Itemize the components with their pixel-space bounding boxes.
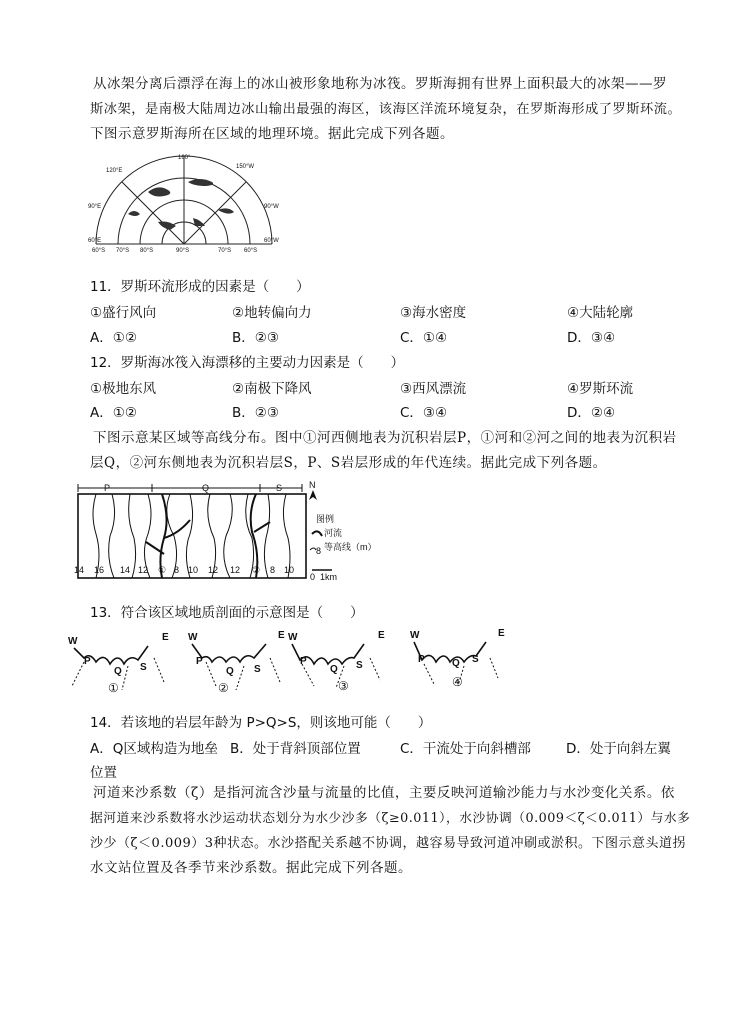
map-label: 90°W: [264, 204, 279, 210]
legend-river-icon: [312, 531, 322, 536]
question-12-stem: 12．罗斯海冰筏入海漂移的主要动力因素是（ ）: [90, 355, 405, 371]
map-label: 60°S: [244, 248, 258, 254]
passage-2-line-2: 层Q，②河东侧地表为沉积岩层S，P、S岩层形成的年代连续。据此完成下列各题。: [90, 455, 607, 471]
map-label: 80°S: [140, 248, 154, 254]
profile-label-w: W: [288, 632, 298, 643]
statement-item: ①极地东风: [90, 381, 157, 397]
map-label: 120°E: [106, 168, 123, 174]
north-label: N: [309, 480, 316, 490]
answer-choice[interactable]: D．③④: [567, 330, 616, 346]
profile-label-q: Q: [452, 658, 460, 669]
profile-label-q: Q: [114, 666, 122, 677]
statement-item: ④大陆轮廓: [567, 305, 634, 321]
profile-label-s: S: [140, 662, 147, 673]
question-14-stem: 14．若该地的岩层年龄为 P>Q>S，则该地可能（ ）: [90, 715, 432, 731]
profile-number: ④: [452, 675, 463, 689]
profile-label-p: P: [300, 656, 307, 667]
map-label: 60°S: [92, 248, 106, 254]
contour-value: 10: [284, 565, 295, 575]
profile-number: ③: [338, 679, 349, 693]
statement-item: ③西风漂流: [400, 381, 467, 397]
profile-label-e: E: [278, 630, 285, 641]
contour-value: 14: [74, 565, 85, 575]
statement-item: ②地转偏向力: [232, 305, 312, 321]
profile-number: ①: [108, 681, 119, 695]
geologic-profiles: [66, 628, 506, 708]
profile-number: ②: [218, 681, 229, 695]
question-11-stem: 11．罗斯环流形成的因素是（ ）: [90, 279, 310, 295]
legend-contour-label: 等高线（m）: [324, 542, 377, 552]
contour-value: 12: [230, 565, 241, 575]
passage-1-line-3: 下图示意罗斯海所在区域的地理环境。据此完成下列各题。: [90, 126, 454, 142]
contour-value: 10: [188, 565, 199, 575]
passage-3-line-2: 据河道来沙系数将水沙运动状态划分为水少沙多（ζ≥0.011），水沙协调（0.009＜ζ＜0.011）与水多: [90, 811, 691, 826]
statement-item: ②南极下降风: [232, 381, 312, 397]
passage-1-line-2: 斯冰架，是南极大陆周边冰山输出最强的海区，该海区洋流环境复杂，在罗斯海形成了罗斯环流。: [90, 102, 682, 117]
profile-label-q: Q: [330, 664, 338, 675]
answer-choice[interactable]: A．①②: [90, 405, 137, 421]
answer-choice[interactable]: B．处于背斜顶部位置: [230, 741, 361, 757]
passage-3-line-1: 河道来沙系数（ζ）是指河流含沙量与流量的比值，主要反映河道输沙能力与水沙变化关系。依: [93, 785, 675, 801]
ross-sea-map: [88, 152, 278, 254]
profile-label-e: E: [378, 630, 385, 641]
answer-choice[interactable]: A．Q区域构造为地垒: [90, 741, 218, 757]
answer-choice[interactable]: D．②④: [567, 405, 616, 421]
scale-label: 1km: [320, 572, 338, 582]
scale-zero: 0: [310, 572, 316, 582]
contour-map: [70, 478, 377, 588]
passage-3-line-4: 水文站位置及各季节来沙系数。据此完成下列各题。: [90, 860, 412, 876]
profile-label-s: S: [254, 664, 261, 675]
contour-value: 8: [174, 565, 180, 575]
question-14-choice-d-continued: 位置: [90, 765, 117, 781]
question-12-choices: [90, 401, 690, 421]
profile-label-s: S: [356, 660, 363, 671]
passage-3: [90, 781, 691, 881]
profile-label-p: P: [196, 656, 203, 667]
north-arrow-icon: [309, 490, 317, 500]
question-12-statements: [90, 377, 690, 397]
passage-3-line-3: 沙少（ζ＜0.009）3种状态。水沙搭配关系越不协调，越容易导致河道冲刷或淤积。下图示意头道拐: [90, 836, 687, 851]
contour-value: 8: [270, 565, 276, 575]
zone-label-p: P: [104, 483, 111, 493]
profile-label-w: W: [410, 630, 420, 641]
legend-river-label: 河流: [324, 528, 343, 538]
passage-2: [90, 426, 683, 476]
passage-1-line-1: 从冰架分离后漂浮在海上的冰山被形象地称为冰筏。罗斯海拥有世界上面积最大的冰架——罗: [93, 76, 667, 92]
legend-title: 图例: [316, 514, 335, 524]
zone-label-s: S: [276, 483, 283, 493]
profile-label-p: P: [84, 656, 91, 667]
question-13-stem: 13．符合该区域地质剖面的示意图是（ ）: [90, 605, 364, 621]
statement-item: ③海水密度: [400, 305, 467, 321]
profile-label-e: E: [498, 628, 505, 639]
profile-label-p: P: [418, 654, 425, 665]
answer-choice[interactable]: C．干流处于向斜槽部: [400, 741, 531, 757]
question-11-statements: [90, 301, 690, 321]
contour-value: 12: [208, 565, 219, 575]
profile-label-w: W: [68, 636, 78, 647]
map-label: 90°E: [88, 204, 102, 210]
passage-2-line-1: 下图示意某区域等高线分布。图中①河西侧地表为沉积岩层P，①河和②河之间的地表为沉积岩: [93, 430, 677, 446]
map-label: 160°: [178, 155, 191, 161]
map-label: 60°W: [264, 238, 279, 244]
zone-label-q: Q: [202, 483, 210, 493]
contour-value: 12: [138, 565, 149, 575]
statement-item: ①盛行风向: [90, 305, 157, 321]
answer-choice[interactable]: D．处于向斜左翼: [566, 741, 671, 757]
contour-value: 16: [94, 565, 105, 575]
statement-item: ④罗斯环流: [567, 381, 634, 397]
question-14-choices: [90, 737, 690, 757]
question-11-choices: [90, 326, 690, 346]
profile-label-s: S: [472, 654, 479, 665]
profile-label-w: W: [188, 632, 198, 643]
contour-value: 14: [120, 565, 131, 575]
contour-value: ②: [252, 565, 261, 575]
map-label: 150°W: [236, 164, 255, 170]
answer-choice[interactable]: A．①②: [90, 330, 137, 346]
answer-choice[interactable]: C．③④: [400, 405, 448, 421]
passage-1: [90, 72, 683, 147]
map-label: 60°E: [88, 238, 102, 244]
legend-contour-value: 8: [316, 546, 322, 556]
profile-label-q: Q: [226, 666, 234, 677]
answer-choice[interactable]: B．②③: [232, 330, 279, 346]
profile-label-e: E: [162, 632, 169, 643]
map-label: 90°S: [176, 248, 190, 254]
contour-value: ①: [158, 565, 167, 575]
answer-choice[interactable]: B．②③: [232, 405, 279, 421]
map-label: 70°S: [116, 248, 130, 254]
map-label: 70°S: [218, 248, 232, 254]
answer-choice[interactable]: C．①④: [400, 330, 448, 346]
